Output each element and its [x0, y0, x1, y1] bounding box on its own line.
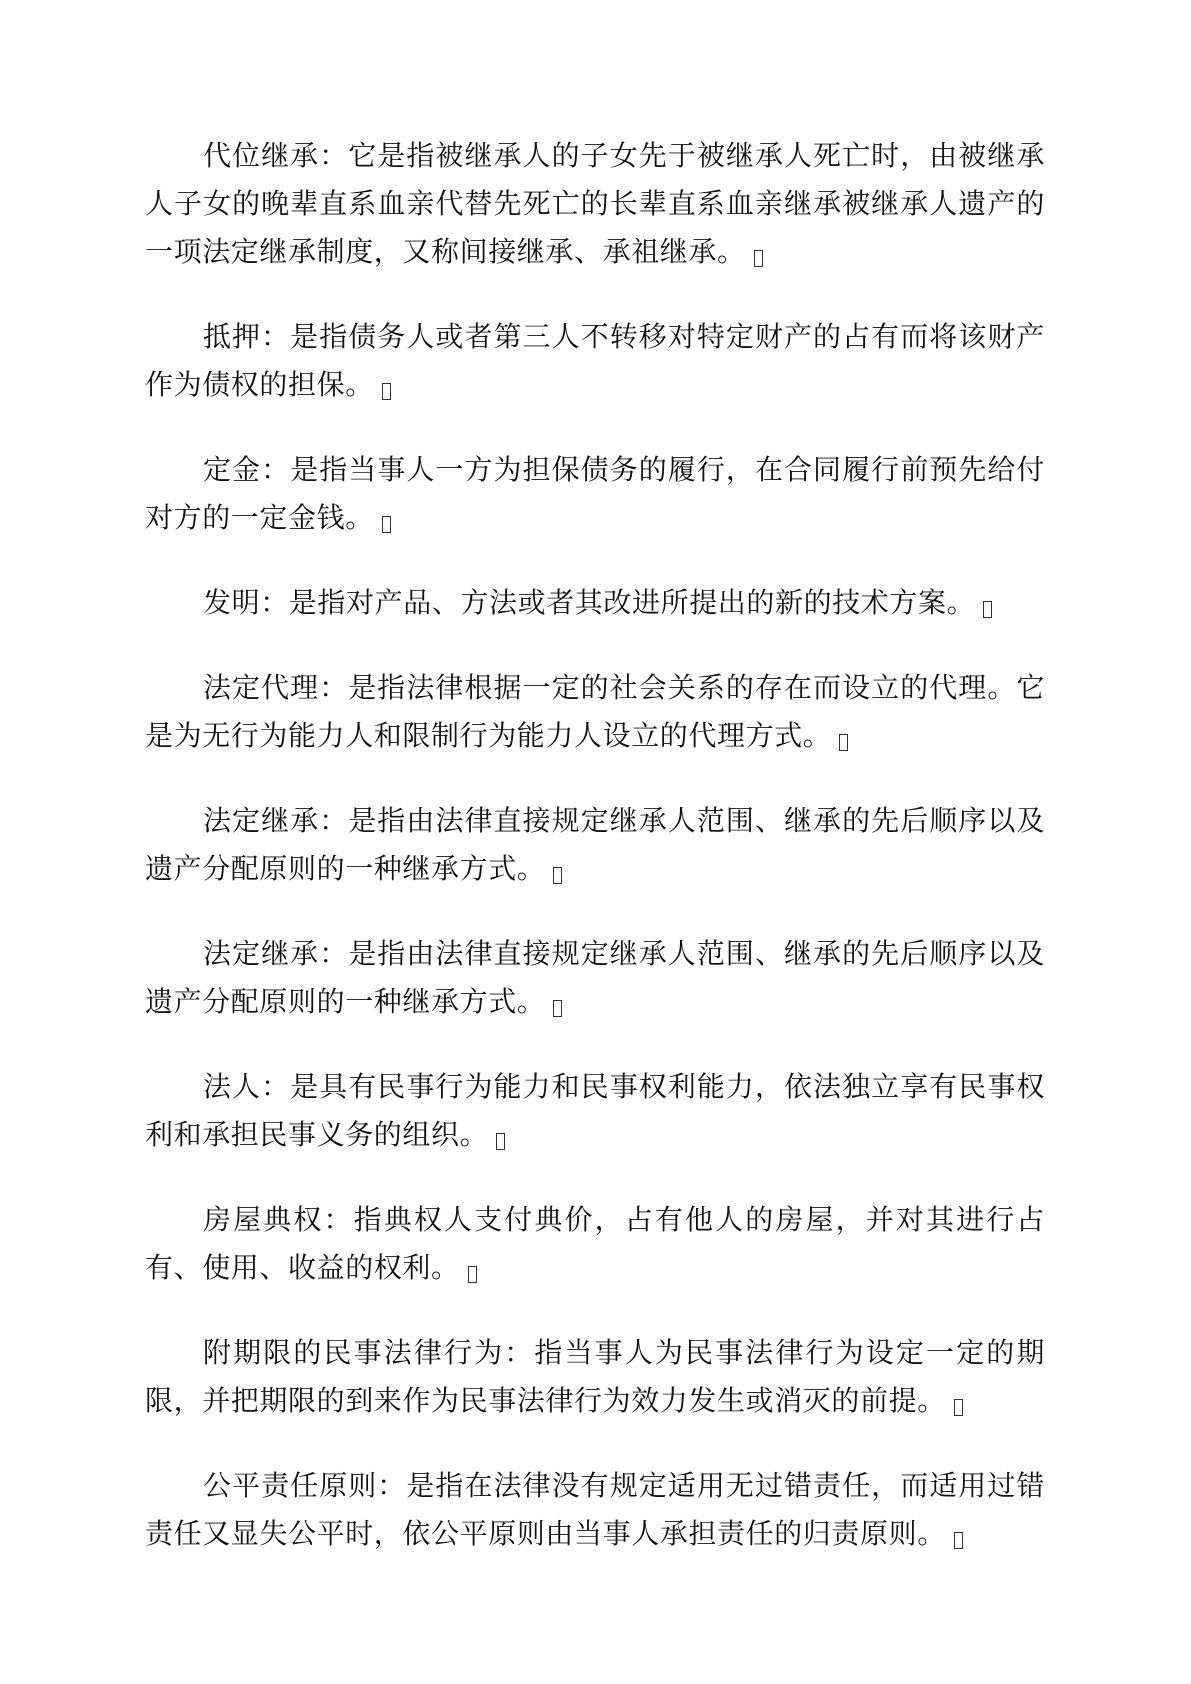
paragraph-mark-icon — [553, 867, 562, 884]
paragraph-gongping-zeren — [145, 1462, 1045, 1558]
paragraph-text: 法人：是具有民事行为能力和民事权利能力，依法独立享有民事权利和承担民事义务的组织。 — [145, 1070, 1045, 1151]
paragraph-text: 法定继承：是指由法律直接规定继承人范围、继承的先后顺序以及遗产分配原则的一种继承方式。 — [145, 804, 1045, 885]
paragraph-mark-icon — [382, 516, 391, 533]
paragraph-text: 公平责任原则：是指在法律没有规定适用无过错责任，而适用过错责任又显失公平时，依公平原则由当事人承担责任的归责原则。 — [145, 1469, 1045, 1550]
paragraph-mark-icon — [954, 1532, 963, 1549]
paragraph-mark-icon — [983, 601, 992, 618]
paragraph-text: 附期限的民事法律行为：指当事人为民事法律行为设定一定的期限，并把期限的到来作为民事法律行为效力发生或消灭的前提。 — [145, 1336, 1045, 1417]
paragraph-text: 法定代理：是指法律根据一定的社会关系的存在而设立的代理。它是为无行为能力人和限制行为能力人设立的代理方式。 — [145, 671, 1045, 752]
document-page — [145, 132, 1045, 1558]
paragraph-fading-daili — [145, 664, 1045, 760]
paragraph-mark-icon — [754, 250, 763, 267]
paragraph-fading-jicheng — [145, 797, 1045, 893]
paragraph-mark-icon — [382, 383, 391, 400]
paragraph-mark-icon — [496, 1133, 505, 1150]
paragraph-text: 房屋典权：指典权人支付典价，占有他人的房屋，并对其进行占有、使用、收益的权利。 — [145, 1203, 1045, 1284]
paragraph-mark-icon — [839, 734, 848, 751]
paragraph-text: 代位继承：它是指被继承人的子女先于被继承人死亡时，由被继承人子女的晚辈直系血亲代替先死亡的长辈直系血亲继承被继承人遗产的一项法定继承制度，又称间接继承、承祖继承。 — [145, 139, 1045, 268]
paragraph-fading-jicheng-repeat — [145, 930, 1045, 1026]
paragraph-fangwu-dianquan — [145, 1196, 1045, 1292]
paragraph-diya — [145, 313, 1045, 409]
paragraph-dingjin — [145, 446, 1045, 542]
paragraph-mark-icon — [954, 1399, 963, 1416]
paragraph-faren — [145, 1063, 1045, 1159]
paragraph-fuqixian-xingwei — [145, 1329, 1045, 1425]
paragraph-faming — [145, 579, 1045, 627]
paragraph-daiwei-jicheng — [145, 132, 1045, 276]
paragraph-mark-icon — [553, 1000, 562, 1017]
paragraph-mark-icon — [468, 1266, 477, 1283]
paragraph-text: 法定继承：是指由法律直接规定继承人范围、继承的先后顺序以及遗产分配原则的一种继承方式。 — [145, 937, 1045, 1018]
paragraph-text: 发明：是指对产品、方法或者其改进所提出的新的技术方案。 — [203, 586, 976, 619]
paragraph-text: 定金：是指当事人一方为担保债务的履行，在合同履行前预先给付对方的一定金钱。 — [145, 453, 1045, 534]
paragraph-text: 抵押：是指债务人或者第三人不转移对特定财产的占有而将该财产作为债权的担保。 — [145, 320, 1045, 401]
